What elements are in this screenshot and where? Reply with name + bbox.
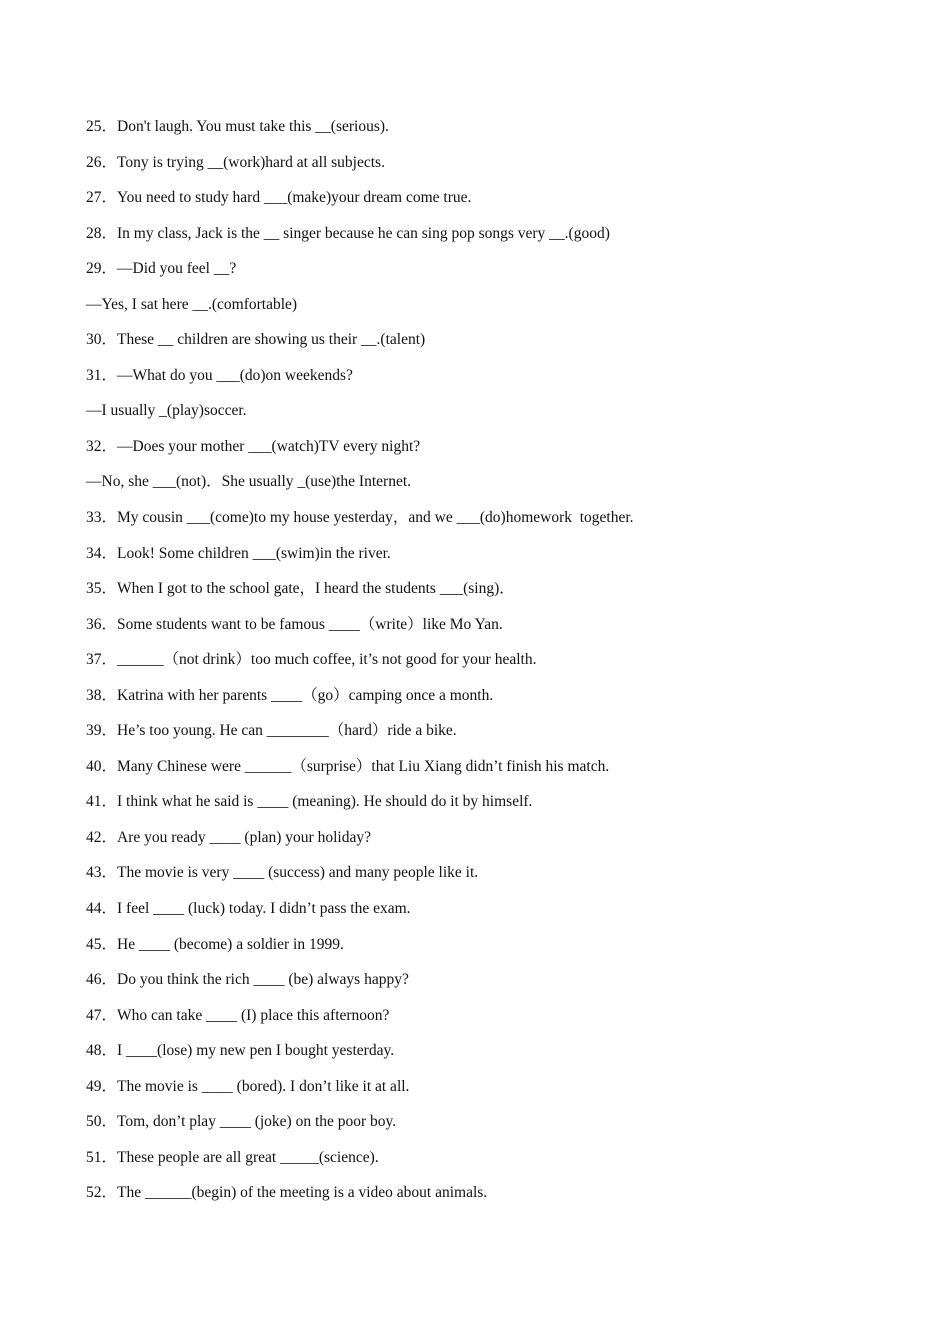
question-line: 51．These people are all great _____(science).	[86, 1148, 379, 1166]
question-line: 30．These __ children are showing us their __.(talent)	[86, 331, 426, 349]
question-line: 43．The movie is very ____ (success) and many people like it.	[86, 864, 479, 882]
question-line: 37．______（not drink）too much coffee, it’s not good for your health.	[86, 651, 537, 669]
question-line: 42．Are you ready ____ (plan) your holiday?	[86, 828, 371, 846]
question-line: 45．He ____ (become) a soldier in 1999.	[86, 935, 344, 953]
question-line: 41．I think what he said is ____ (meaning). He should do it by himself.	[86, 793, 533, 811]
question-line: 35．When I got to the school gate，I heard the students ___(sing)．	[86, 580, 515, 598]
answer-line: —I usually _(play)soccer.	[86, 402, 247, 420]
question-line: 34．Look! Some children ___(swim)in the river.	[86, 544, 391, 562]
question-line: 44．I feel ____ (luck) today. I didn’t pass the exam.	[86, 900, 411, 918]
question-line: 32．—Does your mother ___(watch)TV every night?	[86, 437, 421, 455]
question-line: 46．Do you think the rich ____ (be) always happy?	[86, 971, 409, 989]
question-line: 48．I ____(lose) my new pen I bought yesterday.	[86, 1042, 395, 1060]
question-line: 31．—What do you ___(do)on weekends?	[86, 366, 353, 384]
question-line: 25．Don't laugh. You must take this __(serious).	[86, 118, 389, 135]
question-line: 52．The ______(begin) of the meeting is a video about animals.	[86, 1184, 488, 1202]
question-line: 47．Who can take ____ (I) place this afternoon?	[86, 1006, 390, 1024]
question-line: 49．The movie is ____ (bored). I don’t like it at all.	[86, 1077, 410, 1095]
question-line: 50．Tom, don’t play ____ (joke) on the poor boy.	[86, 1113, 397, 1131]
question-line: 26．Tony is trying __(work)hard at all subjects.	[86, 153, 385, 171]
question-line: 28．In my class, Jack is the __ singer because he can sing pop songs very __.(good)	[86, 224, 610, 242]
question-line: 39．He’s too young. He can ________（hard）ride a bike.	[86, 722, 457, 740]
question-line: 27．You need to study hard ___(make)your dream come true.	[86, 189, 472, 207]
question-line: 40．Many Chinese were ______（surprise）that Liu Xiang didn’t finish his match.	[86, 757, 610, 775]
question-line: 36．Some students want to be famous ____（write）like Mo Yan.	[86, 615, 503, 633]
question-line: 38．Katrina with her parents ____（go）camping once a month.	[86, 686, 494, 704]
question-line: 29．—Did you feel __?	[86, 260, 237, 278]
question-line: 33．My cousin ___(come)to my house yesterday，and we ___(do)homework together.	[86, 509, 634, 527]
question-list	[86, 114, 886, 1216]
answer-line: —No, she ___(not)．She usually _(use)the Internet.	[86, 473, 412, 491]
answer-line: —Yes, I sat here __.(comfortable)	[86, 295, 298, 313]
